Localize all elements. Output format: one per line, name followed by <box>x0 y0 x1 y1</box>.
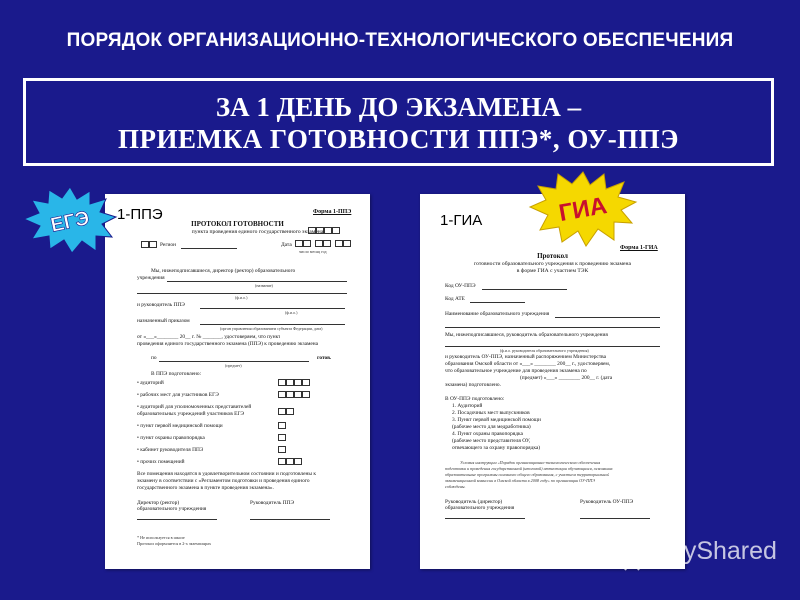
title-line-1: ЗА 1 ДЕНЬ ДО ЭКЗАМЕНА – <box>215 92 582 122</box>
code-ate: Код АТЕ <box>445 296 465 302</box>
form-tag: 1-ППЭ <box>117 206 163 223</box>
ruk-label: и руководитель ППЭ <box>137 302 185 308</box>
ege-starburst-icon <box>22 185 118 255</box>
watermark-text: MyShared <box>663 537 777 565</box>
form-title: ПРОТОКОЛ ГОТОВНОСТИ <box>191 220 284 228</box>
caption-fio: (ф.и.о.) <box>235 295 248 300</box>
rule-subject <box>159 361 309 362</box>
sign-2-rule <box>250 519 330 520</box>
date-label: Дата <box>281 242 292 248</box>
item-4: • пункт первой медицинской помощи <box>137 423 223 429</box>
region-rule <box>181 248 237 249</box>
slide-header: ПОРЯДОК ОРГАНИЗАЦИОННО-ТЕХНОЛОГИЧЕСКОГО ОБЕСПЕЧЕНИЯ <box>66 30 734 51</box>
title-line-2: ПРИЕМКА ГОТОВНОСТИ ППЭ*, ОУ-ППЭ <box>118 124 679 154</box>
sign-1: Директор (ректор) <box>137 500 180 506</box>
appointed-label: назначенный приказом <box>137 318 190 324</box>
item-6-boxes <box>278 446 286 453</box>
closing-2: подготовки и проведения государственной (итоговой) аттестации обучающихся, освоивших <box>445 466 613 471</box>
closing-1: Все помещения находятся в удовлетворительном состоянии и подготовлены к <box>137 471 316 477</box>
form-number: Форма 1-ГИА <box>620 245 658 251</box>
item-3b: (рабочее место для медработника) <box>452 424 531 430</box>
para-1: Мы, нижеподписавшиеся, директор (ректор) образовательного <box>151 268 296 274</box>
title-box <box>23 78 774 166</box>
item-1: • аудиторий <box>137 380 164 386</box>
closing-3: образовательные программы основного общего образования, с участием территориальной <box>445 472 610 477</box>
caption-fio: (ф.и.о. руководителя образовательного учреждения) <box>500 348 589 353</box>
rule-name-1 <box>555 317 660 318</box>
rule-fio <box>445 346 660 347</box>
protocol-form-1-ppe <box>105 194 370 569</box>
ready-label: готов. <box>317 355 332 361</box>
gia-badge-text: ГИА <box>556 192 609 227</box>
closing-3: государственного экзамена в пункте проведения экзамена». <box>137 485 274 491</box>
rule-ruk <box>200 308 345 309</box>
caption-order: (орган управления образованием субъекта Федерации, дата) <box>220 326 323 331</box>
item-5: • пункт охраны правопорядка <box>137 435 205 441</box>
closing-2: экзамену в соответствии с «Регламентом подготовки и проведения единого <box>137 478 310 484</box>
caption-subject: (предмет) <box>225 363 242 368</box>
gia-starburst-icon <box>528 170 638 248</box>
rule-fio <box>137 293 347 294</box>
item-3b: образовательных учреждений участников ЕГЭ <box>137 411 245 417</box>
sign-1b: образовательного учреждения <box>445 505 515 511</box>
item-4c: отвечающего за охрану правопорядка) <box>452 445 541 451</box>
form-subtitle-2: в форме ГИА с участием ТЭК <box>516 268 589 274</box>
closing-4: экзаменационной комиссии в Омской области в 2008 году» по организации ОУ-ППЭ <box>445 478 595 483</box>
sign-2-rule <box>580 518 650 519</box>
item-2: • рабочих мест для участников ЕГЭ <box>137 392 219 398</box>
item-7-boxes <box>278 458 302 465</box>
date-boxes <box>295 240 351 247</box>
rule-code-1 <box>482 289 567 290</box>
para-3: что образовательное учреждение для проведения экзамена по <box>445 368 587 374</box>
code-boxes <box>308 227 340 234</box>
sign-1: Руководитель (директор) <box>445 499 503 505</box>
form-number: Форма 1-ППЭ <box>313 209 352 215</box>
form-subtitle-1: готовности образовательного учреждения к проведению экзамена <box>473 261 632 267</box>
footnote-2: Протокол оформляется в 2-х экземплярах <box>137 541 212 546</box>
para-5: экзамена) подготовлено. <box>445 382 501 388</box>
item-1: 1. Аудиторий <box>452 403 483 409</box>
form-title: Протокол <box>537 252 568 260</box>
item-3: 3. Пункт первой медицинской помощи <box>452 417 541 423</box>
closing-1: Условия инструкции «Порядок организационно-технологического обеспечения <box>460 460 601 465</box>
form-tag: 1-ГИА <box>440 212 483 229</box>
region-label: Регион <box>160 242 176 248</box>
code-oy-ppe: Код ОУ-ППЭ <box>445 283 476 289</box>
sign-1-rule <box>137 519 217 520</box>
rule-code-2 <box>470 302 525 303</box>
item-4: 4. Пункт охраны правопорядка <box>452 431 523 437</box>
sign-2: Руководитель ППЭ <box>250 500 294 506</box>
date-caption: число месяц год <box>299 249 327 254</box>
sign-2: Руководитель ОУ-ППЭ <box>580 499 634 505</box>
presentation-chart-icon <box>615 537 655 571</box>
po-label: по <box>151 355 157 361</box>
para-1b: учреждения <box>137 275 165 281</box>
sign-1b: образовательного учреждения <box>137 506 207 512</box>
para-4: (предмет) «___» ________ 200__ г. (дата <box>520 375 613 381</box>
name-ou: Наименование образовательного учреждения <box>445 311 550 317</box>
watermark <box>615 537 785 571</box>
prepared-label: В ОУ-ППЭ подготовлено: <box>445 396 505 402</box>
from-line: от «___»________ 20__ г. № _______, удостоверяем, что пункт <box>137 334 281 340</box>
from-line-2: проведения единого государственного экзамена (ППЭ) к проведению экзамена <box>137 341 319 347</box>
item-7: • прочих помещений <box>137 459 185 465</box>
item-2-boxes <box>278 391 310 398</box>
region-boxes <box>141 241 157 248</box>
item-2: 2. Посадочных мест выпускников <box>452 410 530 416</box>
item-4-boxes <box>278 422 286 429</box>
item-3: • аудиторий для уполномоченных представителей <box>137 404 252 410</box>
form-subtitle: пункта проведения единого государственного экзамена <box>191 229 324 235</box>
rule-institution <box>167 281 347 282</box>
rule-name-2 <box>445 327 660 328</box>
item-3-boxes <box>278 408 294 415</box>
para-1: и руководитель ОУ-ППЭ, назначенный распоряжением Министерства <box>445 354 607 360</box>
item-1-boxes <box>278 379 310 386</box>
ege-badge-text: ЕГЭ <box>48 207 92 237</box>
item-6: • кабинет руководителя ППЭ <box>137 447 204 453</box>
we-label: Мы, нижеподписавшиеся, руководитель образовательного учреждения <box>445 332 608 338</box>
footnote-1: * Не используется в школе <box>137 535 185 540</box>
para-2: образования Омской области от «___» ________ 200__ г., удостоверяем, <box>445 361 611 367</box>
protocol-form-1-gia <box>420 194 685 569</box>
closing-5: соблюдены. <box>445 484 466 489</box>
item-5-boxes <box>278 434 286 441</box>
rule-order <box>200 324 345 325</box>
caption-fio-2: (ф.и.о.) <box>285 310 298 315</box>
prepared-label: В ППЭ подготовлено: <box>151 371 202 377</box>
sign-1-rule <box>445 518 525 519</box>
caption-name: (название) <box>255 283 273 288</box>
item-4b: (рабочее место представителя ОУ, <box>452 438 531 444</box>
